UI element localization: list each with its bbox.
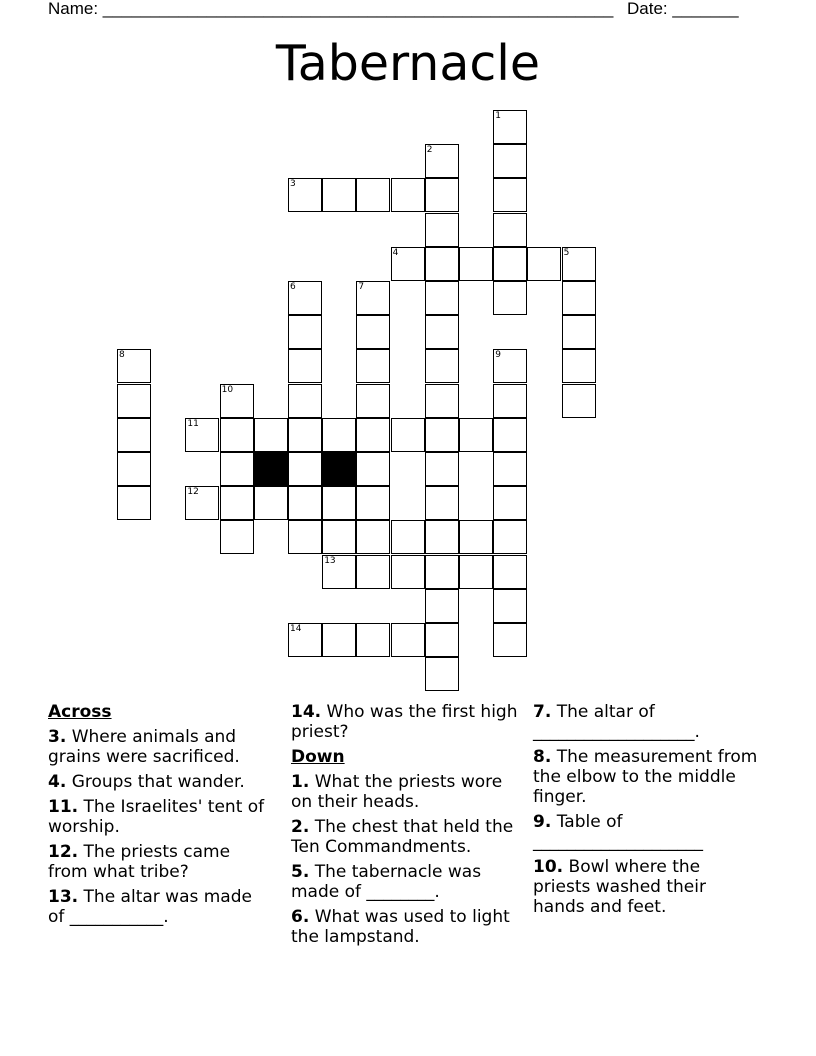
- grid-cell-6[interactable]: [288, 281, 322, 315]
- grid-cell[interactable]: [425, 623, 459, 657]
- grid-cell-11[interactable]: [185, 418, 219, 452]
- grid-cell[interactable]: [356, 315, 390, 349]
- grid-cell[interactable]: [425, 349, 459, 383]
- grid-cell[interactable]: [493, 247, 527, 281]
- grid-cell[interactable]: [356, 349, 390, 383]
- grid-cell[interactable]: [288, 384, 322, 418]
- clue-number: 2: [426, 145, 433, 156]
- grid-cell[interactable]: [288, 315, 322, 349]
- grid-cell[interactable]: [356, 520, 390, 554]
- grid-cell[interactable]: [493, 452, 527, 486]
- grid-block: [322, 452, 356, 486]
- grid-cell[interactable]: [117, 418, 151, 452]
- grid-cell[interactable]: [322, 178, 356, 212]
- grid-cell[interactable]: [493, 144, 527, 178]
- grid-cell[interactable]: [493, 486, 527, 520]
- grid-cell[interactable]: [425, 281, 459, 315]
- grid-cell-7[interactable]: [356, 281, 390, 315]
- grid-cell[interactable]: [356, 486, 390, 520]
- name-field-label: Name: ______________________________________________________: [48, 0, 614, 18]
- grid-cell[interactable]: [493, 384, 527, 418]
- grid-cell-10[interactable]: [220, 384, 254, 418]
- grid-cell[interactable]: [356, 178, 390, 212]
- grid-cell[interactable]: [425, 418, 459, 452]
- grid-cell-13[interactable]: [322, 555, 356, 589]
- grid-cell[interactable]: [322, 486, 356, 520]
- clue-number: 10: [221, 384, 234, 395]
- grid-cell[interactable]: [356, 452, 390, 486]
- grid-cell[interactable]: [425, 555, 459, 589]
- grid-cell[interactable]: [562, 349, 596, 383]
- grid-cell[interactable]: [425, 384, 459, 418]
- grid-cell[interactable]: [117, 486, 151, 520]
- grid-cell[interactable]: [562, 315, 596, 349]
- grid-cell[interactable]: [220, 418, 254, 452]
- grid-cell[interactable]: [356, 623, 390, 657]
- down-heading: Down: [291, 747, 345, 767]
- grid-cell[interactable]: [493, 178, 527, 212]
- clue-number: 12: [187, 487, 199, 498]
- clue-number: 9: [495, 350, 501, 361]
- grid-cell-14[interactable]: [288, 623, 322, 657]
- clue-number: 3: [290, 179, 296, 190]
- grid-cell-1[interactable]: [493, 110, 527, 144]
- grid-cell[interactable]: [322, 520, 356, 554]
- clue-down-9: 9. Table of ____________________: [533, 812, 703, 852]
- grid-cell[interactable]: [117, 452, 151, 486]
- grid-cell[interactable]: [493, 213, 527, 247]
- grid-cell[interactable]: [562, 384, 596, 418]
- grid-cell-4[interactable]: [391, 247, 425, 281]
- clue-number: 8: [119, 350, 125, 361]
- grid-cell[interactable]: [288, 349, 322, 383]
- grid-cell[interactable]: [220, 486, 254, 520]
- clue-down-8: 8. The measurement from the elbow to the middle finger.: [533, 747, 758, 807]
- clue-across-12: 12. The priests came from what tribe?: [48, 842, 231, 882]
- clue-number: 14: [290, 624, 302, 634]
- clues-column-1: [48, 702, 273, 932]
- grid-cell[interactable]: [391, 555, 425, 589]
- grid-cell[interactable]: [425, 247, 459, 281]
- clue-down-1: 1. What the priests wore on their heads.: [291, 772, 503, 812]
- grid-cell[interactable]: [220, 520, 254, 554]
- grid-cell[interactable]: [254, 418, 288, 452]
- grid-cell[interactable]: [425, 213, 459, 247]
- clues-column-2: [291, 702, 523, 952]
- grid-cell[interactable]: [254, 486, 288, 520]
- grid-cell-3[interactable]: [288, 178, 322, 212]
- grid-cell[interactable]: [425, 315, 459, 349]
- clue-number: 5: [563, 247, 570, 258]
- grid-cell[interactable]: [391, 418, 425, 452]
- clue-across-13: 13. The altar was made of ___________.: [48, 887, 252, 927]
- grid-cell[interactable]: [493, 418, 527, 452]
- grid-cell[interactable]: [459, 520, 493, 554]
- grid-cell[interactable]: [356, 555, 390, 589]
- clue-across-11: 11. The Israelites' tent of worship.: [48, 797, 265, 837]
- grid-cell[interactable]: [356, 418, 390, 452]
- clue-number: 4: [392, 247, 399, 258]
- grid-cell[interactable]: [493, 281, 527, 315]
- clue-down-6: 6. What was used to light the lampstand.: [291, 907, 510, 947]
- grid-block: [254, 452, 288, 486]
- clue-across-3: 3. Where animals and grains were sacrificed.: [48, 727, 240, 767]
- grid-cell[interactable]: [391, 520, 425, 554]
- grid-cell[interactable]: [425, 657, 459, 691]
- clue-number: 1: [495, 111, 501, 121]
- grid-cell[interactable]: [322, 418, 356, 452]
- grid-cell[interactable]: [459, 418, 493, 452]
- clue-across-4: 4. Groups that wander.: [48, 772, 245, 792]
- grid-cell[interactable]: [425, 452, 459, 486]
- grid-cell[interactable]: [220, 452, 254, 486]
- clue-down-7: 7. The altar of ___________________.: [533, 702, 700, 742]
- grid-cell[interactable]: [527, 247, 561, 281]
- grid-cell[interactable]: [288, 520, 322, 554]
- clue-number: 6: [290, 282, 296, 292]
- grid-cell[interactable]: [459, 247, 493, 281]
- clue-number: 7: [358, 282, 365, 292]
- clue-down-10: 10. Bowl where the priests washed their hands and feet.: [533, 857, 706, 917]
- grid-cell[interactable]: [459, 555, 493, 589]
- page-title: Tabernacle: [275, 35, 541, 92]
- clue-across-14: 14. Who was the first high priest?: [291, 702, 518, 742]
- grid-cell[interactable]: [493, 555, 527, 589]
- grid-cell[interactable]: [288, 486, 322, 520]
- clue-number: 11: [187, 418, 199, 429]
- grid-cell[interactable]: [562, 281, 596, 315]
- grid-cell[interactable]: [356, 384, 390, 418]
- grid-cell[interactable]: [425, 520, 459, 554]
- grid-cell[interactable]: [425, 486, 459, 520]
- grid-cell[interactable]: [493, 589, 527, 623]
- clue-down-2: 2. The chest that held the Ten Commandments.: [291, 817, 514, 857]
- grid-cell[interactable]: [493, 623, 527, 657]
- across-heading: Across: [48, 702, 112, 722]
- grid-cell-9[interactable]: [493, 349, 527, 383]
- grid-cell[interactable]: [493, 520, 527, 554]
- clues-column-3: [533, 702, 758, 922]
- clue-down-5: 5. The tabernacle was made of ________.: [291, 862, 482, 902]
- clue-number: 13: [324, 555, 336, 566]
- grid-cell-2[interactable]: [425, 144, 459, 178]
- grid-cell[interactable]: [288, 452, 322, 486]
- date-field-label: Date: _______: [627, 0, 739, 18]
- grid-cell[interactable]: [425, 589, 459, 623]
- grid-cell[interactable]: [391, 178, 425, 212]
- grid-cell-12[interactable]: [185, 486, 219, 520]
- grid-cell[interactable]: [322, 623, 356, 657]
- grid-cell[interactable]: [288, 418, 322, 452]
- grid-cell[interactable]: [425, 178, 459, 212]
- grid-cell[interactable]: [391, 623, 425, 657]
- grid-cell-5[interactable]: [562, 247, 596, 281]
- grid-cell[interactable]: [117, 384, 151, 418]
- grid-cell-8[interactable]: [117, 349, 151, 383]
